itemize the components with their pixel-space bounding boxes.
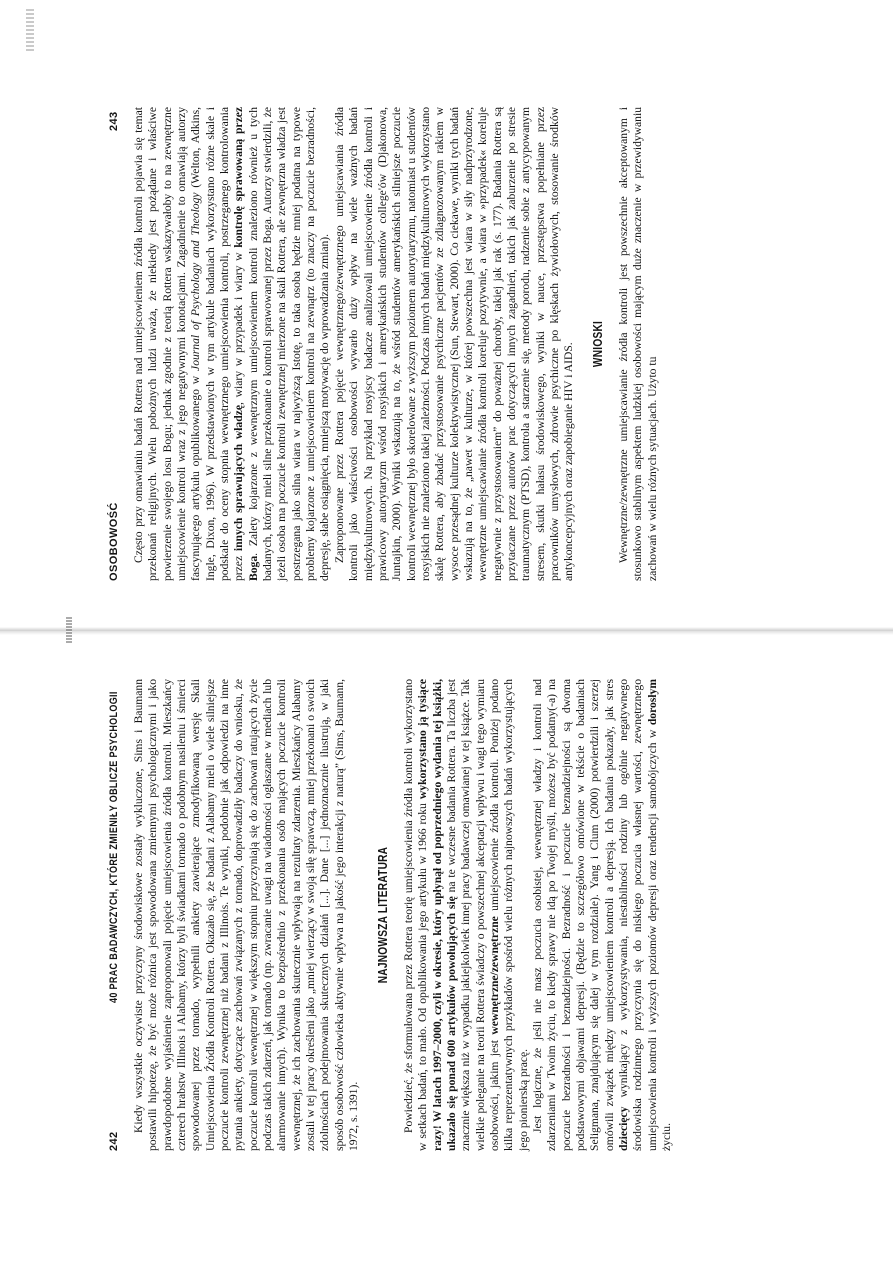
italic-text: Journal of Psychology and Theology — [189, 192, 203, 371]
text-run: . Zalety kojarzone z wewnętrznym umiejscowieniem kontroli znaleziono również u tych badanych, którzy mieli silne przekonanie o kontroli sprawowanej przez Boga. Autorzy stwierdzili, że jeżeli osoba ma poczucie kontroli zewnętrznej mierzone na skali Rottera, ale zewnętrzna władza jest postrzegana jako silna wiara w najwyższą Istotę, to taka osoba będzie mniej podatna na typowe problemy kojarzone z umiejscowieniem kontroli na zewnątrz (to znaczy na poczucie bezradności, depresję, słabe osiągnięcia, mniejszą motywację do wprowadzania zmian). — [246, 107, 332, 581]
bold-text: dziecięcy — [617, 1106, 630, 1151]
left-page-number: 242 — [108, 1131, 120, 1151]
right-running-head: OSOBOWOŚĆ — [108, 502, 120, 581]
left-page-body — [132, 679, 674, 1151]
book-spine — [0, 627, 893, 635]
bold-text: wykorzystano ją tysiące razy! W latach 1997–2000, czyli w okresie, który upłynął od poprzedniego wydania tej książki, ukazało się ponad 600 artykułów powołujących się — [416, 679, 458, 1151]
bold-text: dorosłym — [645, 679, 659, 726]
section-heading: NAJNOWSZA LITERATURA — [374, 846, 390, 984]
paragraph — [132, 679, 362, 1151]
paragraph — [617, 107, 660, 581]
text-run: życiu. — [660, 1122, 674, 1151]
bold-text: innych sprawujących władzę — [232, 405, 246, 552]
text-run: Wewnętrzne/zewnętrzne umiejscawianie źródła kontroli jest powszechnie akceptowanym i stosunkowo stabilnym aspektem ludzkiej osobowości mającym duże znaczenie w przewidywaniu zachowań w wielu różnych sytuacjach. Użyto tu — [617, 107, 659, 581]
right-page-number: 243 — [108, 111, 120, 131]
right-page-header — [108, 101, 128, 581]
text-run: na te wczesne badania Rottera. Ta liczba jest znacznie większa niż w wypadku jakiejkolwiek innej pracy badawczej omawianej w tej książce. Tak wielkie poleganie na teorii Rottera świadczy o powszechnej akceptacji wpływu i wagi tego wymiaru osobowości, jakim jest — [444, 679, 501, 1151]
text-run: Jest logiczne, że jeśli nie masz poczucia osobistej, wewnętrznej władzy i kontroli nad zdarzeniami w Twoim życiu, to kiedy sprawy nie idą po Twojej myśli, możesz być podatny(-a) na poczucie bezradności i beznadziejności. Bezradność i poczucie beznadziejności są dwoma podstawowymi objawami depresji. (Będzie to szczegółowo omówione w tekście o badaniach Seligmana, znajdującym się dalej w tym rozdziale). Yang i Clum (2000) potwierdzili i szerzej omówili związek między umiejscowieniem kontroli a depresją. Ich badania pokazały, jak stres — [530, 679, 616, 1151]
left-page-header — [108, 651, 128, 1151]
text-run: (Welton, Adkins, Ingle, Dixon, 1996). W przedstawionych w tym artykule badaniach wykorzystano różne skale i podskale do oceny stopnia wewnętrznego umiejscowienia kontroli, postrzeganego kontrolowania przez — [189, 107, 246, 581]
paragraph — [132, 107, 333, 581]
scan-artifact — [26, 9, 34, 51]
section-heading: WNIOSKI — [589, 320, 605, 368]
bold-text: kontrolę sprawowaną przez Boga — [232, 106, 260, 581]
text-run: Powiedzieć, że sformułowana przez Rottera teorię umiejscowienia źródła kontroli wykorzystano w setkach badań, to mało. Od opublikowania jego artykułu w 1966 roku — [401, 679, 430, 1151]
paragraph — [531, 679, 674, 1151]
text-run: umiejscowienie źródła kontroli. Poniżej podano kilka reprezentatywnych przykładów spośród wielu różnych najnowszych badań wykorzystujących jego pionierską pracę. — [487, 679, 530, 1151]
text-run: Zaproponowane przez Rottera pojęcie wewnętrznego/zewnętrznego umiejscawiania źródła kontroli jako właściwości osobowości wywarło duży wpływ na wiele ważnych badań międzykulturowych. Na przykład rosyjscy badacze analizowali umiejscowienie źródła kontroli i prawicowy autorytaryzm wśród rosyjskich i amerykańskich studentów college'ów (Djakonowa, Juntajkin, 2000). Wyniki wskazują na to, że wśród studentów amerykańskich silniejsze poczucie kontroli wewnętrznej było skorelowane z wyższym poziomem autorytaryzmu, natomiast u studentów rosyjskich nie znaleziono takiej zależności. Podczas innych badań międzykulturowych wykorzystano skalę Rottera, aby zbadać przystosowanie psychiczne pacjentów ze zdiagnozowanym rakiem w wysoce przesądnej kulturze kolektywistycznej (Sun, Stewart, 2000). Co ciekawe, wyniki tych badań wskazują na to, że „nawet w kulturze, w której powszechna jest wiara w siły nadprzyrodzone, wewnętrzne umiejscawianie źródła kontroli koreluje pozytywnie, a wiara w »przypadek« koreluje negatywnie z przystosowaniem” do poważnej choroby, takiej jak rak (s. 177). Badania Rottera są przytaczane przez autorów prac dotyczących innych zagadnień, takich jak zaburzenie po stresie traumatycznym (PTSD), kontrola a starzenie się, metody porodu, radzenie sobie z antycypowanym stresem, skutki hałasu środowiskowego, wyniki w nauce, przestępstwa popełniane przez pracowników umysłowych, zdrowie psychiczne po klęskach żywiołowych, stosowanie środków antykoncepcyjnych oraz zapobieganie HIV i AIDS. — [332, 107, 576, 581]
text-run: , wiary w przypadek i wiary w — [232, 247, 246, 406]
left-running-head: 40 PRAC BADAWCZYCH, KTÓRE ZMIENIŁY OBLICZE PSYCHOLOGII — [108, 691, 120, 1003]
bold-text: wewnętrzne/zewnętrzne — [487, 916, 501, 1035]
paragraph — [333, 107, 577, 581]
paragraph — [402, 679, 531, 1151]
text-run: wynikający z wykorzystywania, niestabilności rodziny lub ogólnie negatywnego środowiska rodzinnego przyczynia się do niskiego poczucia własnej wartości, zewnętrznego umiejscowienia kontroli i wyższych poziomów depresji oraz tendencji samobójczych w — [617, 679, 659, 1151]
text-run: Kiedy wszystkie oczywiste przyczyny środowiskowe zostały wykluczone, Sims i Baumann postawili hipotezę, że być może różnica jest spowodowana zmiennymi psychologicznymi i jako prawdopodobne wyjaśnienie zaproponowali pojęcie umiejscowienia źródła kontroli. Mieszkańcy czterech hrabstw Illinois i Alabamy, którzy byli świadkami tornado o podobnym nasileniu i śmierci spowodowanej przez tornado, wypełnili ankiety zawierające zmodyfikowaną wersję Skali Umiejscowienia Źródła Kontroli Rottera. Okazało się, że badani z Alabamy mieli o wiele silniejsze poczucie kontroli zewnętrznej niż badani z Illinois. Te wyniki, podobnie jak odpowiedzi na inne pytania ankiety, dotyczące zachowań związanych z tornado, doprowadziły badaczy do wniosku, że poczucie kontroli wewnętrznej w większym stopniu przyczyniają się do zachowań ratujących życie podczas takich zdarzeń, jak tornado (np. zwracanie uwagi na wiadomości ogłaszane w mediach lub alarmowanie innych). Wynika to bezpośrednio z przekonania osób mających poczucie kontroli wewnętrznej, że ich zachowania skutecznie wpływają na rezultaty zdarzenia. Mieszkańcy Alabamy zostali w tej pracy określeni jako „mniej wierzący w swoją siłę sprawczą, mniej przekonani o swoich zdolnościach podejmowania skutecznych działań [...]. Dane [...] jednoznacznie ilustrują, w jaki sposób osobowość człowieka aktywnie wpływa na jakość jego interakcji z naturą” (Sims, Baumann, 1972, s. 1391). — [132, 679, 361, 1151]
right-page-body — [132, 107, 660, 581]
text-run: Często przy omawianiu badań Rottera nad umiejscowieniem źródła kontroli pojawia się temat przekonań religijnych. Wielu pobożnych ludzi uważa, że niekiedy jest pożądane i właściwe powierzenie swojego losu Bogu; jednak zgodnie z teorią Rottera wskazywałoby to na zewnętrzne umiejscowienie kontroli wraz z jego negatywnymi konotacjami. Zagadnienie to omawiają autorzy fascynującego artykułu opublikowanego w — [132, 107, 203, 581]
scan-artifact — [66, 617, 72, 643]
